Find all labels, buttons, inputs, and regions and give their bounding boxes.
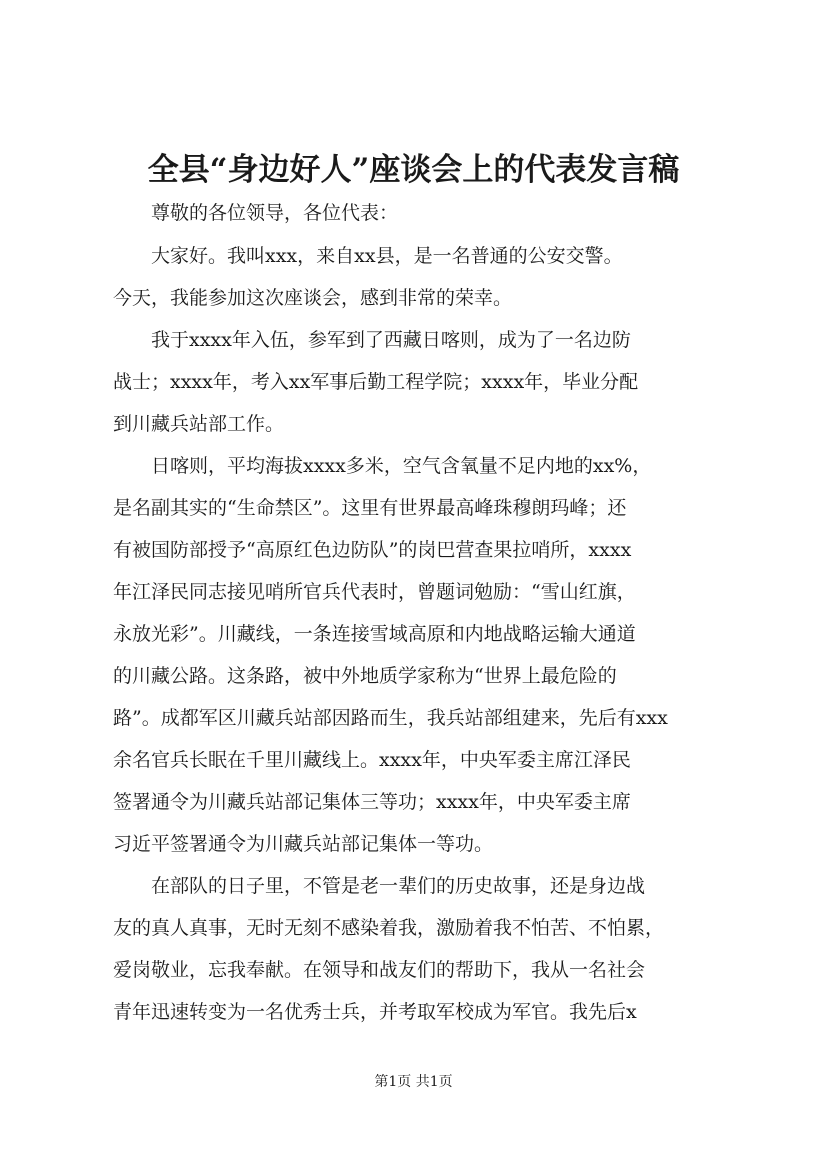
document-title: 全县“身边好人”座谈会上的代表发言稿 [147,152,680,188]
paragraph-line: 到川藏兵站部工作。 [113,413,285,435]
paragraph-line: 爱岗敬业，忘我奉献。在领导和战友们的帮助下，我从一名社会 [113,959,646,981]
page-footer: 第1页 共1页 [374,1074,453,1090]
paragraph-line: 青年迅速转变为一名优秀士兵，并考取军校成为军官。我先后x [113,1001,637,1023]
paragraph-line: 路”。成都军区川藏兵站部因路而生，我兵站部组建来，先后有xxx [113,707,668,729]
paragraph-line: 习近平签署通令为川藏兵站部记集体一等功。 [113,833,494,855]
paragraph-line: 是名副其实的“生命禁区”。这里有世界最高峰珠穆朗玛峰；还 [113,497,627,519]
paragraph-line: 在部队的日子里，不管是老一辈们的历史故事，还是身边战 [113,875,646,897]
paragraph-line: 我于xxxx年入伍，参军到了西藏日喀则，成为了一名边防 [113,329,631,351]
paragraph-line: 余名官兵长眠在千里川藏线上。xxxx年，中央军委主席江泽民 [113,749,631,771]
paragraph-line: 有被国防部授予“高原红色边防队”的岗巴营查果拉哨所，xxxx [113,539,632,561]
paragraph-line: 日喀则，平均海拔xxxx多米，空气含氧量不足内地的xx%， [113,455,652,477]
paragraph-line: 永放光彩”。川藏线，一条连接雪域高原和内地战略运输大通道 [113,623,636,645]
paragraph-line: 尊敬的各位领导，各位代表： [113,202,399,224]
paragraph-line: 友的真人真事，无时无刻不感染着我，激励着我不怕苦、不怕累， [113,917,665,939]
paragraph-line: 大家好。我叫xxx，来自xx县，是一名普通的公安交警。 [113,245,623,267]
paragraph-line: 战士；xxxx年，考入xx军事后勤工程学院；xxxx年，毕业分配 [113,371,639,393]
paragraph-line: 的川藏公路。这条路，被中外地质学家称为“世界上最危险的 [113,665,617,687]
paragraph-line: 今天，我能参加这次座谈会，感到非常的荣幸。 [113,287,513,309]
paragraph-line: 签署通令为川藏兵站部记集体三等功；xxxx年，中央军委主席 [113,791,631,813]
paragraph-line: 年江泽民同志接见哨所官兵代表时，曾题词勉励：“雪山红旗， [113,581,636,603]
